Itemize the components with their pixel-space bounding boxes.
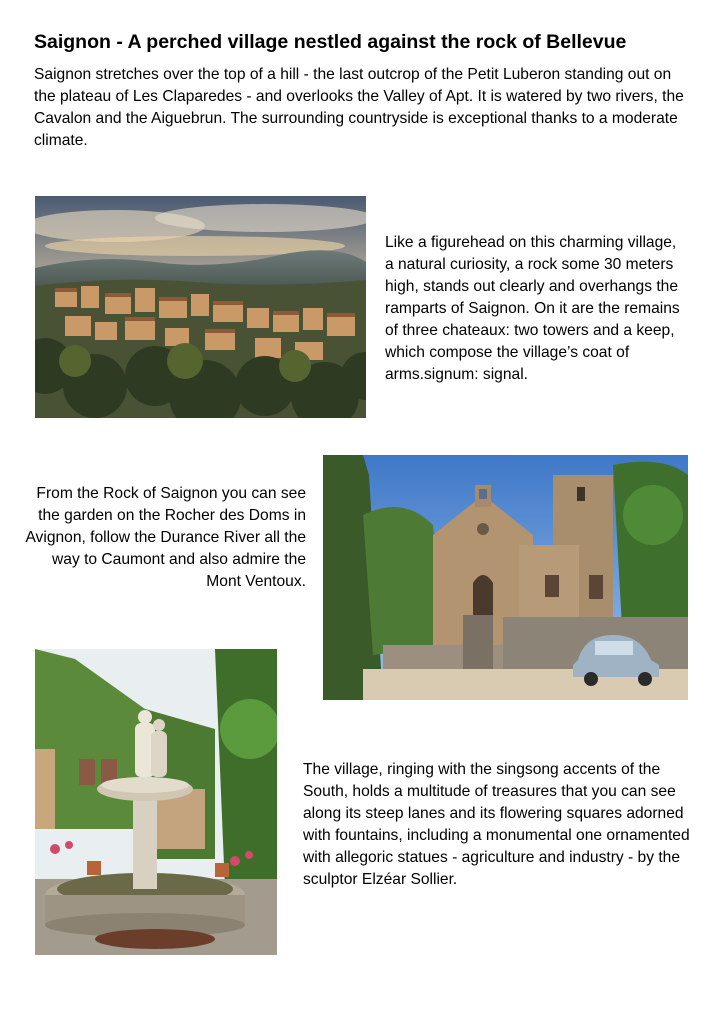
church-courtyard-photo bbox=[323, 455, 688, 700]
page-title: Saignon - A perched village nestled against the rock of Bellevue bbox=[34, 31, 627, 53]
fountain-paragraph: The village, ringing with the singsong accents of the South, holds a multitude of treasures that you can see along its steep lanes and its flowering squares adorned with fountains, including a monumental one ornamented with allegoric statues - agriculture and industry - by the sculptor Elzéar Sollier. bbox=[303, 761, 690, 888]
village-panorama-photo bbox=[35, 196, 366, 418]
rock-paragraph: Like a figurehead on this charming village, a natural curiosity, a rock some 30 meters high, stands out clearly and overhangs the ramparts of Saignon. On it are the remains of three chateaux: two towers and a keep, which compose the village’s coat of arms.signum: signal. bbox=[385, 234, 680, 383]
intro-paragraph: Saignon stretches over the top of a hill - the last outcrop of the Petit Luberon standing out on the plateau of Les Claparedes - and overlooks the Valley of Apt. It is watered by two rivers, the Cavalon and the Aiguebrun. The surrounding countryside is exceptional thanks to a moderate climate. bbox=[34, 66, 684, 149]
view-paragraph: From the Rock of Saignon you can see the garden on the Rocher des Doms in Avignon, follow the Durance River all the way to Caumont and also admire the Mont Ventoux. bbox=[25, 485, 306, 590]
fountain-square-photo bbox=[35, 649, 277, 955]
